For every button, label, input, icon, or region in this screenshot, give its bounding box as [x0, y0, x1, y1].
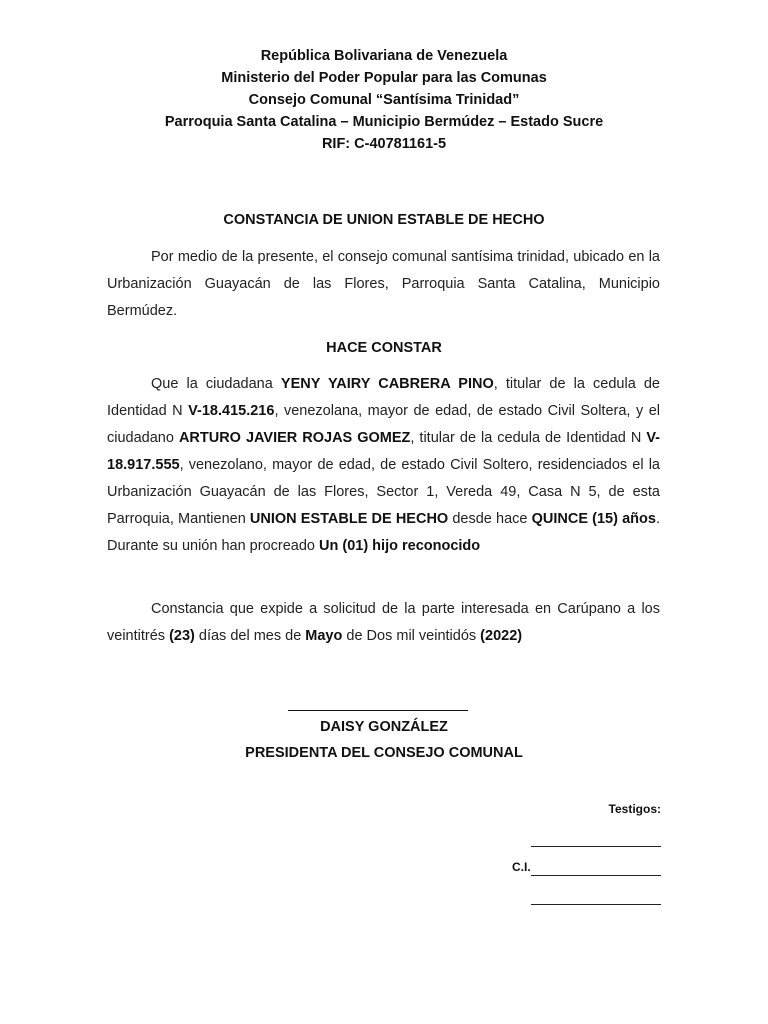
body-text: desde hace [448, 511, 532, 527]
closing-month: Mayo [305, 628, 343, 644]
signatory-name: DAISY GONZÁLEZ [320, 719, 448, 735]
witnesses-label: Testigos: [608, 802, 661, 816]
signatory-role: PRESIDENTA DEL CONSEJO COMUNAL [245, 745, 523, 761]
applicant-id-2: V-18.917.555 [107, 430, 661, 473]
intro-text: Por medio de la presente, el consejo comunal santísima trinidad, ubicado en la Urbanización Guayacán de las Flores, Parroquia Santa Catalina, Municipio Bermúdez. [107, 249, 660, 319]
body-text: . Durante su unión han procreado [107, 511, 660, 554]
union-type: UNION ESTABLE DE HECHO [249, 511, 449, 527]
closing-text: días del mes de [194, 628, 306, 644]
witness-line-3 [531, 904, 661, 905]
witness-ci-label: C.I. [512, 860, 531, 874]
applicant-id-1: V-18.415.216 [188, 403, 275, 419]
body-text: , venezolano, mayor de edad, de estado Civil Soltero, residenciados el la Urbanización Guayacán de las Flores, Sector 1, Vereda 49, Casa N 5, de esta Parroquia, Mantienen [107, 457, 660, 527]
header-parish: Parroquia Santa Catalina – Municipio Bermúdez – Estado Sucre [164, 114, 604, 130]
applicant-name-1: YENY YAIRY CABRERA PINO [280, 376, 494, 392]
signature-line [288, 710, 468, 711]
closing-day: (23) [169, 628, 195, 644]
header-council: Consejo Comunal “Santísima Trinidad” [248, 92, 520, 108]
union-duration: QUINCE (15) años [531, 511, 656, 527]
closing-text: de Dos mil veintidós [342, 628, 481, 644]
document-title: CONSTANCIA DE UNION ESTABLE DE HECHO [223, 212, 545, 228]
intro-paragraph [107, 244, 660, 325]
body-text: , venezolana, mayor de edad, de estado Civil Soltera, y el ciudadano [107, 403, 660, 446]
header-ministry: Ministerio del Poder Popular para las Comunas [221, 70, 547, 86]
body-text: , titular de la cedula de Identidad N [410, 430, 647, 446]
closing-paragraph [107, 596, 660, 650]
body-paragraph [107, 371, 660, 560]
closing-text: Constancia que expide a solicitud de la parte interesada en Carúpano a los veintitrés [107, 601, 660, 644]
children-count: Un (01) hijo reconocido [319, 538, 481, 554]
header-country: República Bolivariana de Venezuela [260, 48, 508, 64]
body-text: , titular de la cedula de Identidad N [107, 376, 660, 419]
closing-year: (2022) [480, 628, 523, 644]
header-rif: RIF: C-40781161-5 [321, 136, 447, 152]
witness-line-1 [531, 846, 661, 847]
hace-constar-heading: HACE CONSTAR [326, 340, 442, 356]
body-text: Que la ciudadana [151, 376, 281, 392]
witness-line-2 [531, 875, 661, 876]
letterhead [0, 45, 768, 155]
applicant-name-2: ARTURO JAVIER ROJAS GOMEZ [178, 430, 411, 446]
